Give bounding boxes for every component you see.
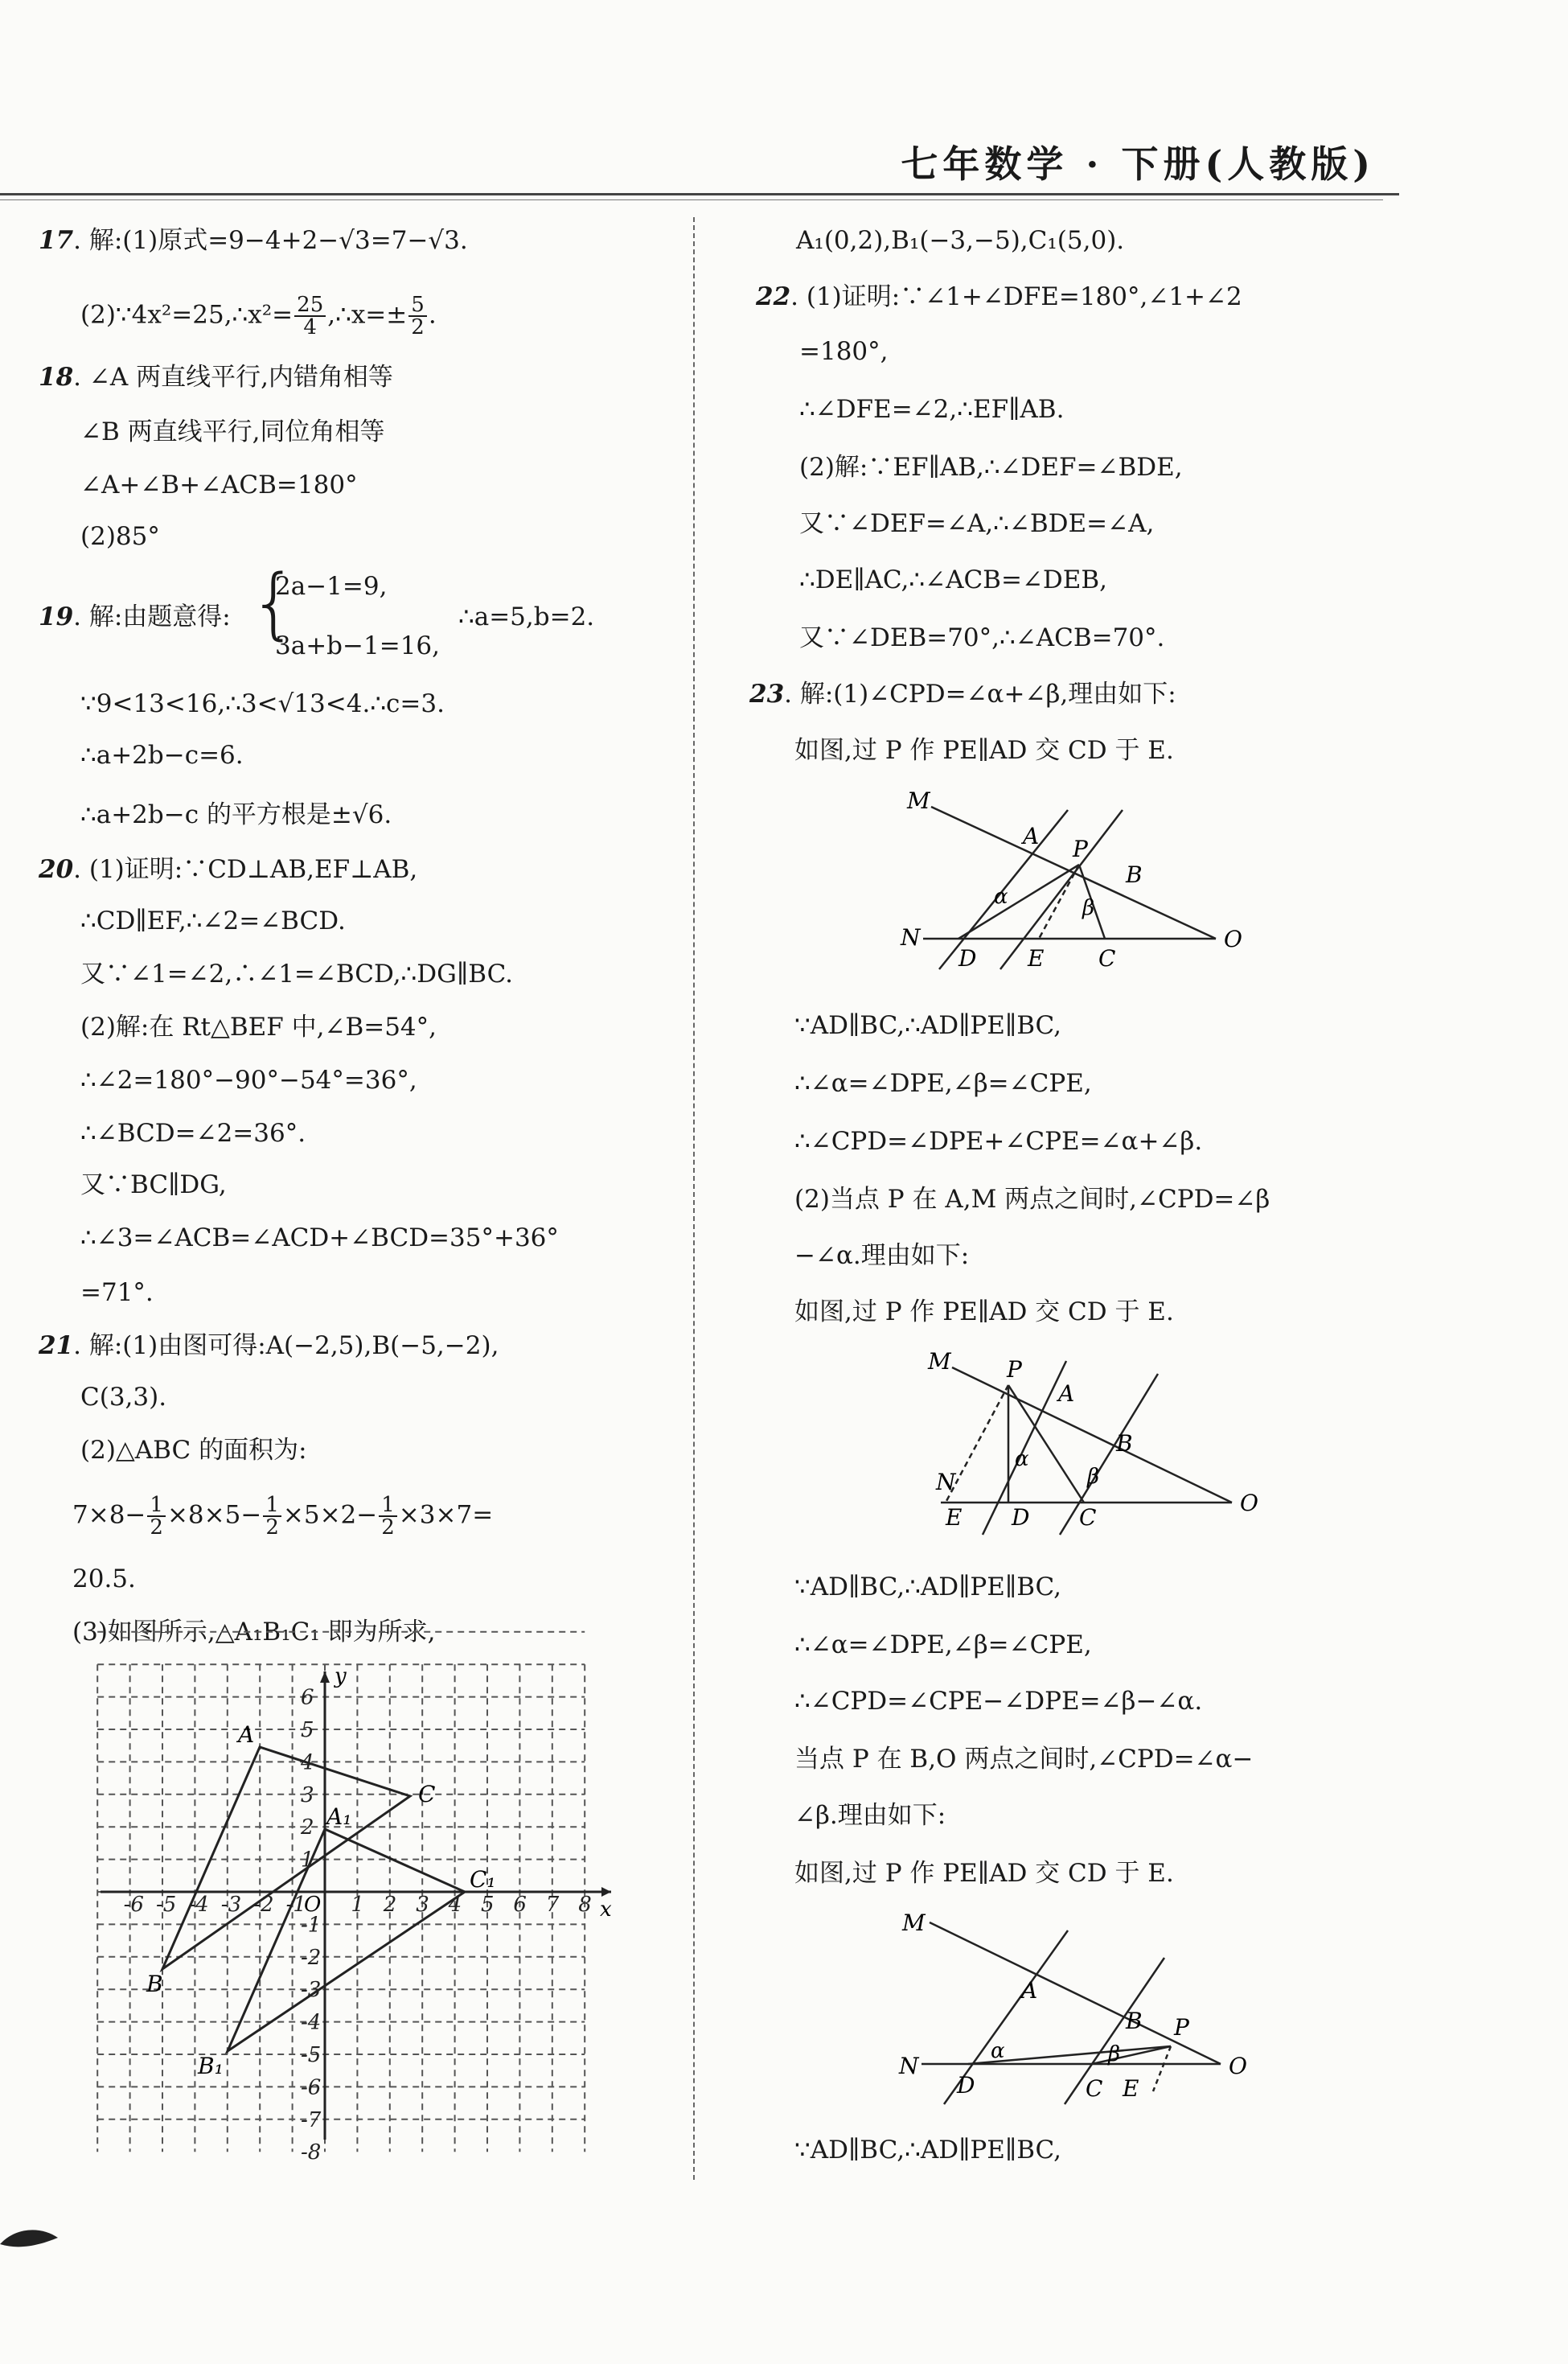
y-tick-label: 4 (301, 1750, 314, 1775)
svg-text:β: β (1108, 2042, 1121, 2066)
triangle-ABC (162, 1747, 410, 1969)
svg-text:M: M (928, 1348, 951, 1375)
q22-line3: ∴∠DFE=∠2,∴EF∥AB. (799, 395, 1065, 424)
point-label-B: B (146, 1971, 163, 1997)
column-divider (693, 217, 700, 2180)
y-axis-arrow-icon (320, 1671, 330, 1683)
svg-text:β: β (1087, 1465, 1100, 1489)
y-tick-label: -8 (301, 2140, 322, 2165)
svg-text:N: N (901, 924, 921, 951)
q23-line8: 如图,过 P 作 PE∥AD 交 CD 于 E. (794, 1297, 1174, 1326)
y-tick-label: 3 (301, 1782, 314, 1807)
y-tick-label: 6 (301, 1685, 314, 1710)
q23-line3: ∵AD∥BC,∴AD∥PE∥BC, (794, 1011, 1062, 1040)
x-tick-label: 2 (383, 1893, 397, 1917)
triangle-A1B1C1 (228, 1829, 465, 2051)
svg-text:A: A (1023, 823, 1040, 849)
svg-text:C: C (1086, 2075, 1103, 2102)
q21-line3: (2)△ABC 的面积为: (80, 1436, 307, 1465)
q20-line8: ∴∠3=∠ACB=∠ACD+∠BCD=35°+36° (80, 1223, 559, 1252)
svg-text:P: P (1073, 836, 1088, 862)
q18-line2: ∠B 两直线平行,同位角相等 (80, 417, 385, 446)
q20-line1: 20. (1)证明:∵CD⊥AB,EF⊥AB, (39, 855, 418, 884)
right-top-line: A₁(0,2),B₁(−3,−5),C₁(5,0). (796, 226, 1125, 255)
svg-text:E: E (1028, 945, 1045, 972)
point-label-A1: A₁ (326, 1803, 352, 1830)
svg-text:α: α (991, 2039, 1005, 2063)
q21-line1: 21. 解:(1)由图可得:A(−2,5),B(−5,−2), (39, 1331, 499, 1360)
svg-text:P: P (1174, 2014, 1189, 2041)
svg-text:C: C (1098, 945, 1116, 972)
q23-line6: (2)当点 P 在 A,M 两点之间时,∠CPD=∠β (794, 1185, 1270, 1214)
q20-line4: (2)解:在 Rt△BEF 中,∠B=54°, (80, 1013, 437, 1042)
q18-line4: (2)85° (80, 522, 160, 551)
y-tick-label: -4 (301, 2010, 322, 2035)
svg-text:D: D (1012, 1504, 1030, 1531)
x-tick-label: -4 (188, 1893, 209, 1917)
x-tick-label: -1 (285, 1893, 306, 1917)
svg-text:O: O (1224, 926, 1242, 952)
y-tick-label: -2 (301, 1945, 322, 1970)
fraction: $\frac{25}{4}$ (294, 294, 326, 338)
svg-text:β: β (1082, 896, 1095, 920)
svg-text:B: B (1126, 2008, 1143, 2034)
q20-line9: =71°. (80, 1278, 154, 1307)
q23-line11: ∴∠CPD=∠CPE−∠DPE=∠β−∠α. (794, 1687, 1203, 1716)
q22-line4: (2)解:∵EF∥AB,∴∠DEF=∠BDE, (799, 453, 1183, 482)
system-brace: { (249, 558, 299, 648)
page-header-title: 七年数学 · 下册(人教版) (901, 142, 1375, 186)
fraction: $\frac{1}{2}$ (379, 1494, 397, 1538)
x-tick-label: -3 (220, 1893, 242, 1917)
q17-line1: 17. 解:(1)原式=9−4+2−√3=7−√3. (39, 226, 468, 255)
y-tick-label: -3 (301, 1978, 322, 2003)
y-tick-label: 1 (301, 1848, 314, 1873)
q23-line14: 如图,过 P 作 PE∥AD 交 CD 于 E. (794, 1859, 1174, 1888)
svg-text:E: E (1123, 2075, 1139, 2102)
figure-3 (899, 1906, 1253, 2115)
right-column (700, 0, 1568, 2364)
point-label-C: C (418, 1781, 436, 1807)
svg-text:E: E (946, 1504, 963, 1531)
y-tick-label: 2 (301, 1815, 314, 1840)
figure-1 (901, 784, 1254, 977)
q23-line15: ∵AD∥BC,∴AD∥PE∥BC, (794, 2136, 1062, 2165)
q19-system-eq2: 3a+b−1=16, (275, 631, 440, 660)
svg-text:A: A (1058, 1380, 1075, 1407)
svg-text:A: A (1021, 1977, 1038, 2004)
q22-line1: 22. (1)证明:∵∠1+∠DFE=180°,∠1+∠2 (756, 282, 1242, 311)
q18-line1: 18. ∠A 两直线平行,内错角相等 (39, 363, 393, 392)
q19-system-eq1: 2a−1=9, (275, 572, 388, 601)
q22-line6: ∴DE∥AC,∴∠ACB=∠DEB, (799, 565, 1108, 594)
q19-line4: ∴a+2b−c 的平方根是±√6. (80, 800, 392, 829)
q19-result: ∴a=5,b=2. (458, 602, 595, 631)
q17-line2: (2)∵4x²=25,∴x²= $\frac{25}{4}$ ,∴x=± $\frac{5}{2}$ . (80, 293, 437, 339)
svg-text:M: M (907, 787, 930, 814)
fraction: $\frac{1}{2}$ (263, 1494, 281, 1538)
figure-2 (925, 1345, 1262, 1538)
q21-line2: C(3,3). (80, 1383, 167, 1412)
q23-line9: ∵AD∥BC,∴AD∥PE∥BC, (794, 1573, 1062, 1601)
point-label-C1: C₁ (470, 1866, 496, 1893)
q22-line7: 又∵∠DEB=70°,∴∠ACB=70°. (799, 623, 1165, 652)
y-tick-label: -7 (301, 2107, 322, 2132)
fraction: $\frac{1}{2}$ (147, 1494, 166, 1538)
point-label-A: A (238, 1721, 255, 1748)
x-axis-arrow-icon (601, 1887, 611, 1897)
svg-text:O: O (1229, 2053, 1247, 2079)
svg-text:O: O (1240, 1490, 1258, 1516)
svg-text:N: N (936, 1469, 956, 1495)
x-axis-label: x (600, 1897, 612, 1922)
svg-text:α: α (994, 885, 1008, 909)
q22-line2: =180°, (799, 337, 889, 366)
q22-line5: 又∵∠DEF=∠A,∴∠BDE=∠A, (799, 509, 1155, 538)
fraction: $\frac{5}{2}$ (408, 294, 427, 338)
q18-line3: ∠A+∠B+∠ACB=180° (80, 471, 358, 500)
svg-text:N: N (899, 2053, 919, 2079)
q20-line3: 又∵∠1=∠2,∴∠1=∠BCD,∴DG∥BC. (80, 960, 514, 989)
svg-text:B: B (1116, 1430, 1133, 1457)
y-tick-label: -1 (301, 1913, 322, 1938)
q23-line4: ∴∠α=∠DPE,∠β=∠CPE, (794, 1069, 1092, 1098)
y-axis-label: y (335, 1664, 347, 1688)
x-tick-label: 4 (448, 1893, 462, 1917)
svg-text:P: P (1007, 1356, 1022, 1383)
q20-line7: 又∵BC∥DG, (80, 1170, 227, 1199)
q20-line5: ∴∠2=180°−90°−54°=36°, (80, 1066, 417, 1095)
svg-text:α: α (1015, 1447, 1029, 1471)
coordinate-grid-figure (88, 1664, 619, 2165)
q23-line5: ∴∠CPD=∠DPE+∠CPE=∠α+∠β. (794, 1127, 1203, 1156)
y-tick-label: -6 (301, 2075, 322, 2100)
left-column (0, 0, 692, 2364)
y-tick-label: 5 (301, 1718, 314, 1742)
x-tick-label: -6 (123, 1893, 144, 1917)
svg-text:D: D (958, 945, 977, 972)
x-tick-label: -2 (253, 1893, 274, 1917)
svg-text:D: D (957, 2072, 975, 2099)
q20-line2: ∴CD∥EF,∴∠2=∠BCD. (80, 907, 346, 935)
q23-line12: 当点 P 在 B,O 两点之间时,∠CPD=∠α− (794, 1745, 1254, 1774)
x-tick-label: 6 (513, 1893, 527, 1917)
x-tick-label: 1 (351, 1893, 364, 1917)
q21-line5: 20.5. (72, 1564, 136, 1593)
q23-line13: ∠β.理由如下: (794, 1801, 946, 1830)
q19-line3: ∴a+2b−c=6. (80, 741, 244, 770)
q19-line2: ∵9<13<16,∴3<√13<4.∴c=3. (80, 689, 445, 718)
point-label-B1: B₁ (198, 2053, 224, 2079)
svg-text:B: B (1126, 861, 1143, 888)
x-tick-label: 8 (578, 1893, 592, 1917)
q23-line7: −∠α.理由如下: (794, 1241, 970, 1270)
x-tick-label: 7 (545, 1893, 560, 1917)
leaf-decoration-icon (0, 2220, 64, 2260)
q19-line1: 19. 解:由题意得: (39, 602, 231, 631)
y-tick-label: -5 (301, 2043, 322, 2067)
x-tick-label: -5 (156, 1893, 177, 1917)
svg-text:C: C (1079, 1504, 1097, 1531)
svg-text:M: M (902, 1910, 926, 1936)
q23-line10: ∴∠α=∠DPE,∠β=∠CPE, (794, 1630, 1092, 1659)
x-tick-label: 5 (481, 1893, 495, 1917)
q23-line2: 如图,过 P 作 PE∥AD 交 CD 于 E. (794, 736, 1174, 765)
q21-line6: (3)如图所示,△A₁B₁C₁ 即为所求, (72, 1618, 436, 1647)
q21-line4: 7×8− $\frac{1}{2}$ ×8×5− $\frac{1}{2}$ ×5×2− $\frac{1}{2}$ ×3×7= (72, 1493, 494, 1540)
x-tick-label: 3 (416, 1893, 429, 1917)
origin-label: O (304, 1893, 322, 1917)
q20-line6: ∴∠BCD=∠2=36°. (80, 1119, 306, 1148)
q23-line1: 23. 解:(1)∠CPD=∠α+∠β,理由如下: (749, 680, 1176, 709)
